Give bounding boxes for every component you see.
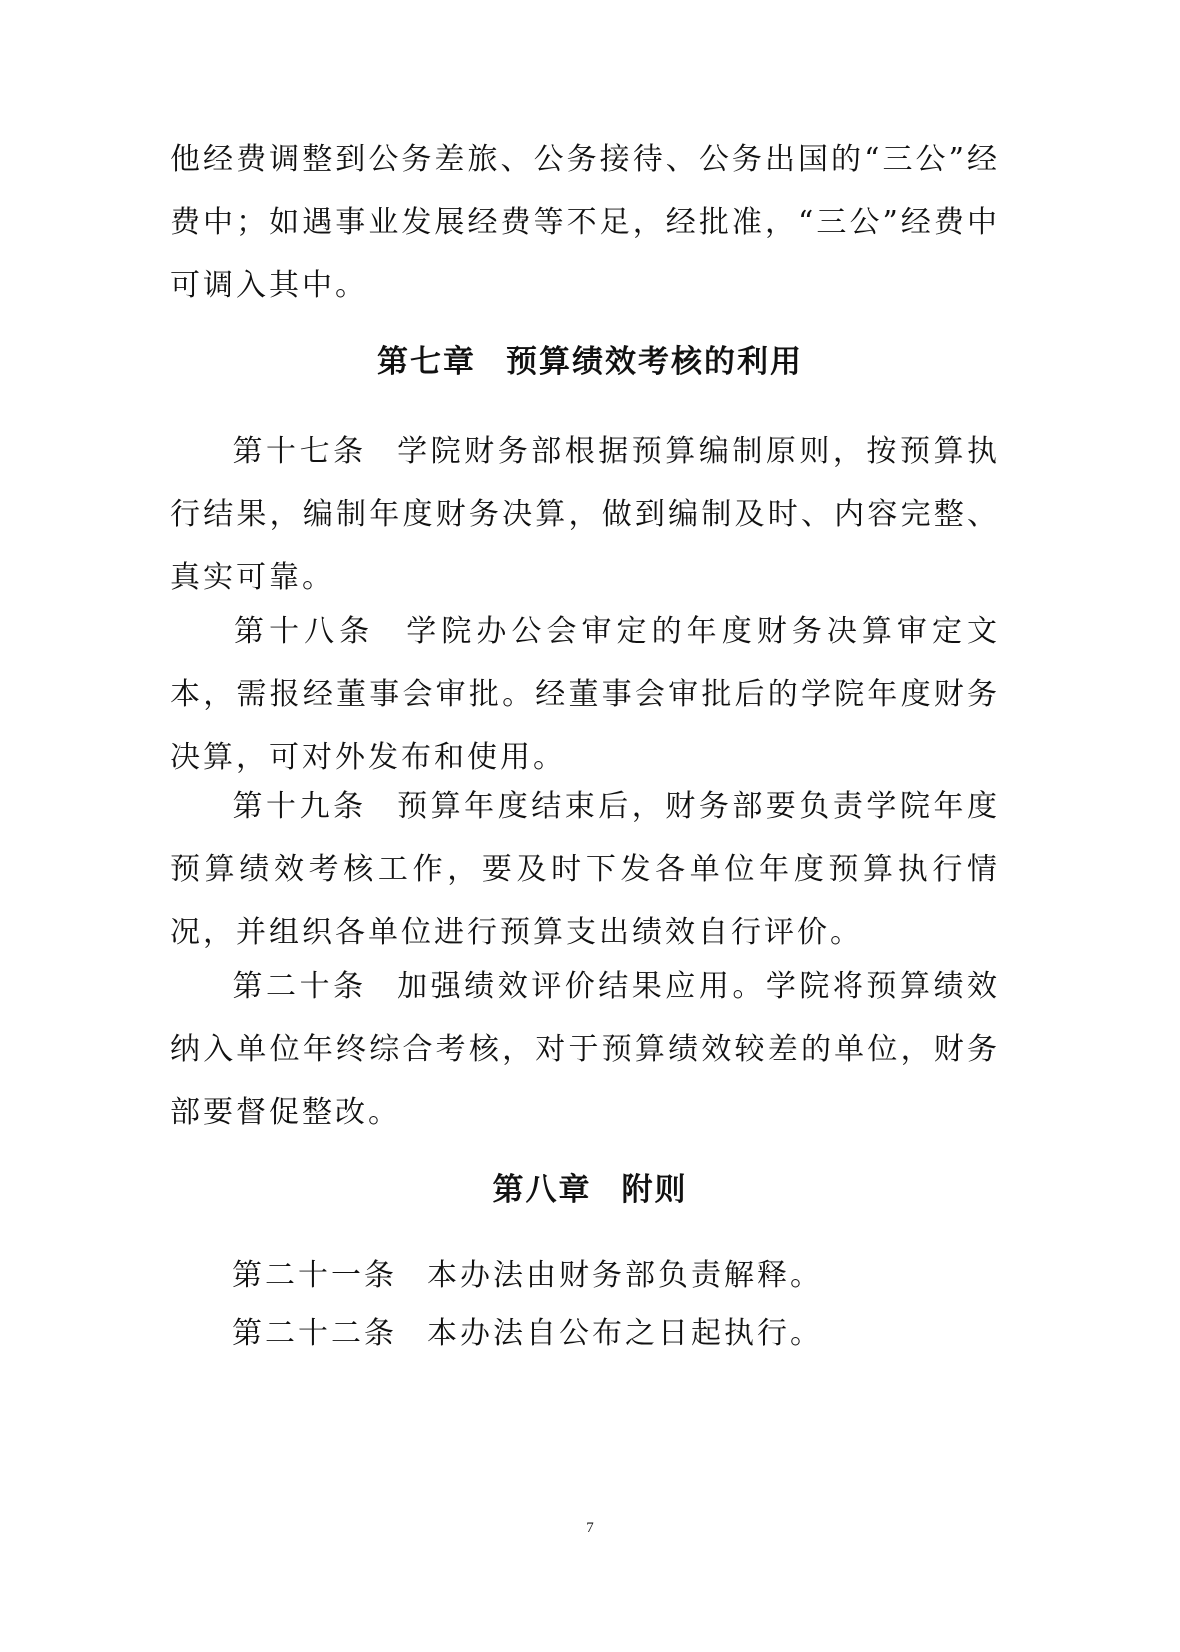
article-19 [170,775,1000,964]
chapter-7-title: 预算绩效考核的利用 [506,344,803,380]
article-17-text: 学院财务部根据预算编制原则，按预算执行结果，编制年度财务决算，做到编制及时、内容完整、真实可靠。 [170,434,1001,595]
article-17 [170,420,1000,609]
chapter-8-heading [0,1168,1180,1212]
article-18 [170,600,1000,789]
chapter-7-heading [0,340,1180,384]
article-18-text: 学院办公会审定的年度财务决算审定文本，需报经董事会审批。经董事会审批后的学院年度财务决算，可对外发布和使用。 [170,614,1001,775]
article-22 [170,1302,1000,1365]
article-21 [170,1244,1000,1307]
article-22-text: 本办法自公布之日起执行。 [427,1316,823,1351]
article-19-text: 预算年度结束后，财务部要负责学院年度预算绩效考核工作，要及时下发各单位年度预算执行情况，并组织各单位进行预算支出绩效自行评价。 [170,789,1001,950]
article-22-number: 第二十二条 [232,1316,397,1351]
article-21-text: 本办法由财务部负责解释。 [427,1258,823,1293]
continuation-paragraph [170,128,1000,317]
chapter-8-number: 第八章 [492,1172,592,1208]
article-17-number: 第十七条 [232,434,367,469]
article-19-number: 第十九条 [232,789,367,824]
chapter-7-number: 第七章 [377,344,476,380]
article-18-number: 第十八条 [232,614,375,649]
chapter-8-title: 附则 [621,1172,688,1208]
article-21-number: 第二十一条 [232,1258,397,1293]
article-20-text: 加强绩效评价结果应用。学院将预算绩效纳入单位年终综合考核，对于预算绩效较差的单位，财务部要督促整改。 [170,969,1001,1130]
article-20-number: 第二十条 [232,969,367,1004]
continuation-text: 他经费调整到公务差旅、公务接待、公务出国的“三公”经费中；如遇事业发展经费等不足，经批准，“三公”经费中可调入其中。 [170,142,1000,303]
article-20 [170,955,1000,1144]
page-number: 7 [586,1520,594,1536]
